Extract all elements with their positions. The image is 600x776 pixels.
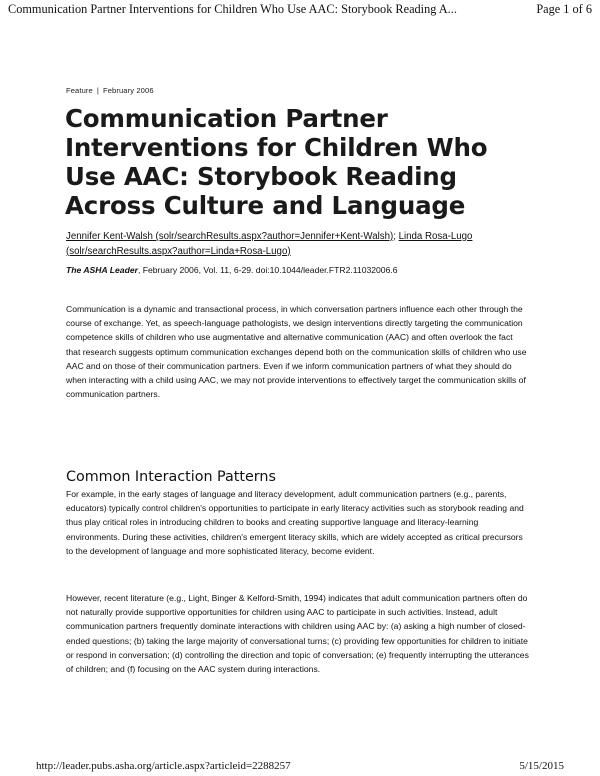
article-category: Feature	[66, 86, 93, 95]
meta-separator: |	[96, 86, 99, 95]
section-heading: Common Interaction Patterns	[66, 469, 276, 485]
article-meta	[66, 86, 154, 95]
citation-details: , February 2006, Vol. 11, 6-29. doi:10.1044/leader.FTR2.11032006.6	[137, 265, 398, 275]
intro-paragraph: Communication is a dynamic and transactional process, in which conversation partners influence each other through the course of exchange. Yet, as speech-language pathologists, we design interventions directly targeting the communication competence skills of children who use augmentative and alternative communication (AAC) and often overlook the fact that research suggests optimum communication exchanges depend both on the communication skills of children who use AAC and on those of their communication partners. Even if we inform communication partners of what they should do when interacting with a child using AAC, we may not provide interventions to effectively target the communication skills of communication partners.	[66, 304, 527, 400]
citation	[66, 265, 536, 275]
print-footer-url: http://leader.pubs.asha.org/article.aspx?articleid=2288257	[36, 760, 291, 772]
citation-journal: The ASHA Leader	[66, 265, 138, 275]
author-list	[66, 230, 536, 259]
print-header	[8, 2, 592, 17]
author-link-rosa-lugo[interactable]: Linda Rosa-Lugo (solr/searchResults.aspx?author=Linda+Rosa-Lugo)	[66, 231, 473, 257]
article-date: February 2006	[102, 86, 154, 95]
print-footer-date: 5/15/2015	[519, 760, 564, 772]
print-header-page-number: Page 1 of 6	[536, 2, 592, 16]
author-link-kent-walsh[interactable]: Jennifer Kent-Walsh (solr/searchResults.aspx?author=Jennifer+Kent-Walsh)	[66, 231, 394, 242]
section-paragraph-2: However, recent literature (e.g., Light, Binger & Kelford-Smith, 1994) indicates that adult communication partners often do not naturally provide supportive opportunities for children using AAC to participate in such activities. Instead, adult communication partners frequently dominate interactions with children using AAC by: (a) asking a high number of closed-ended questions; (b) taking the large majority of conversational turns; (c) providing few opportunities for children to initiate or respond in conversation; (d) controlling the direction and topic of conversation; (e) frequently interrupting the utterances of children; and (f) focusing on the AAC system during interactions.	[66, 593, 529, 675]
section-paragraph-1: For example, in the early stages of language and literacy development, adult communication partners (e.g., parents, educators) typically control children's opportunities to participate in early literacy activities such as storybook reading and thus play critical roles in introducing children to books and creating supportive language and literacy-learning environments. During these activities, children's emergent literacy skills, which are widely accepted as critical precursors to the development of language and more sophisticated literacy, become evident.	[66, 489, 524, 556]
article-title: Communication Partner Interventions for Children Who Use AAC: Storybook Reading Across Culture and Language	[65, 104, 488, 220]
print-header-title: Communication Partner Interventions for Children Who Use AAC: Storybook Reading A...	[8, 2, 457, 16]
author-separator: ;	[393, 231, 396, 242]
print-footer	[36, 760, 564, 772]
